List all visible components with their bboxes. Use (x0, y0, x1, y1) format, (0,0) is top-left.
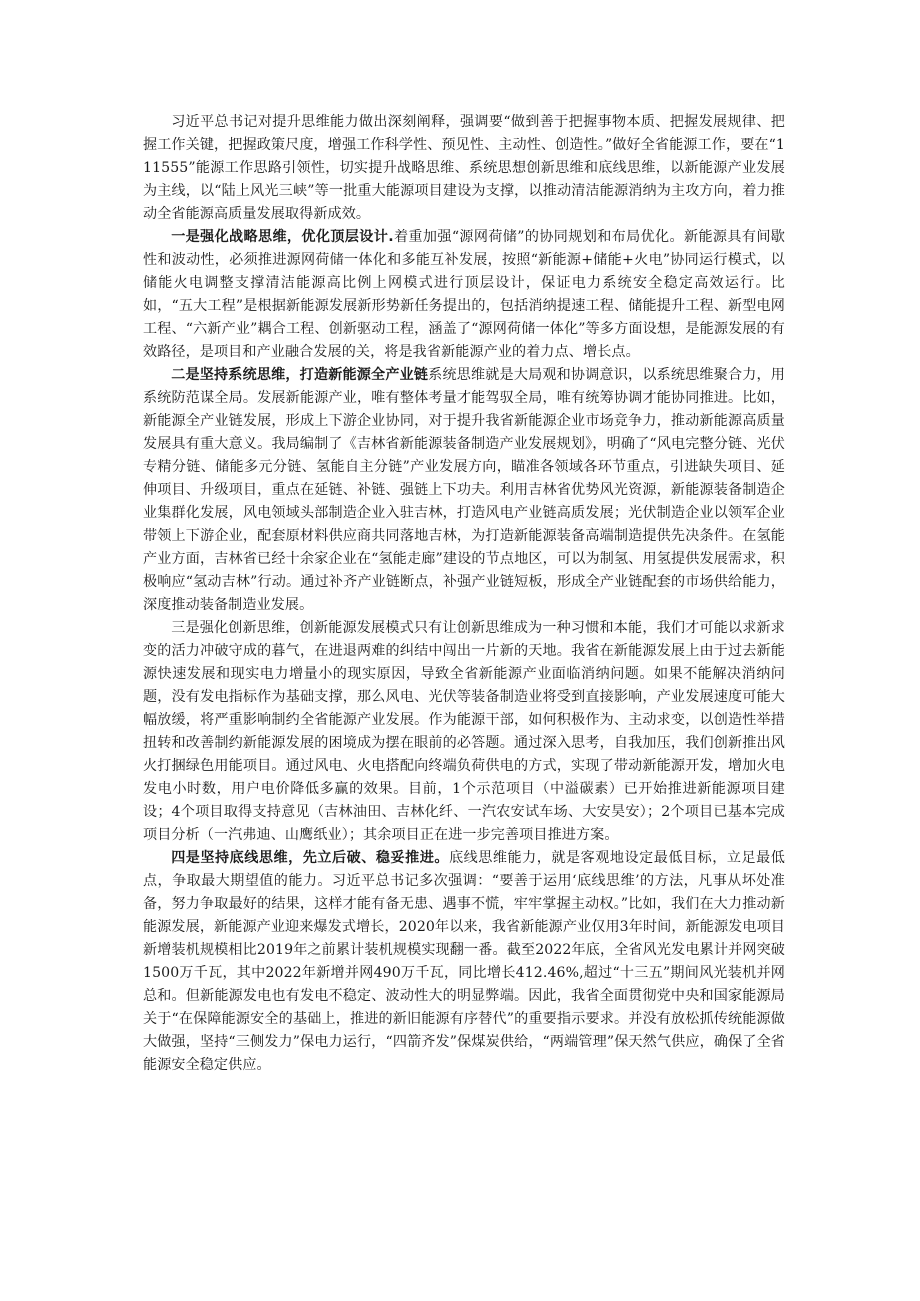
paragraph-lead-heading: 四是坚持底线思维，先立后破、稳妥推进。 (171, 850, 450, 866)
paragraph-innovation-thinking (143, 617, 785, 847)
paragraph-bottom-line-thinking (143, 847, 785, 1077)
paragraph-innovation-thinking-text: 三是强化创新思维，创新能源发展模式只有让创新思维成为一种习惯和本能，我们才可能以求新求变的活力冲破守成的暮气，在进退两难的纠结中闯出一片新的天地。我省在新能源发展上由于过去新能源快速发展和现实电力增量小的现实原因，导致全省新能源产业面临消纳问题。如果不能解决消纳问题，没有发电指标作为基础支撑，那么风电、光伏等装备制造业将受到直接影响，产业发展速度可能大幅放缓，将严重影响制约全省能源产业发展。作为能源干部，如何积极作为、主动求变，以创造性举措扭转和改善制约新能源发展的困境成为摆在眼前的必答题。通过深入思考，自我加压，我们创新推出风火打捆绿色用能项目。通过风电、火电搭配向终端负荷供电的方式，实现了带动新能源开发，增加火电发电小时数，用户电价降低多赢的效果。目前，1个示范项目（中溢碳素）已开始推进新能源项目建设；4个项目取得支持意见（吉林油田、吉林化纤、一汽农安试车场、大安昊安）；2个项目已基本完成项目分析（一汽弗迪、山鹰纸业）；其余项目正在进一步完善项目推进方案。 (143, 620, 785, 843)
paragraph-lead-heading: 一是强化战略思维，优化顶层设计. (171, 229, 394, 245)
paragraph-bottom-line-thinking-text: 底线思维能力，就是客观地设定最低目标，立足最低点，争取最大期望值的能力。习近平总书记多次强调：“要善于运用‘底线思维’的方法，凡事从坏处准备，努力争取最好的结果，这样才能有备无患、遇事不慌，牢牢掌握主动权。”比如，我们在大力推动新能源发展，新能源产业迎来爆发式增长，2020年以来，我省新能源产业仅用3年时间，新能源发电项目新增装机规模相比2019年之前累计装机规模实现翻一番。截至2022年底，全省风光发电累计并网突破1500万千瓦，其中2022年新增并网490万千瓦，同比增长412.46%,超过“十三五”期间风光装机并网总和。但新能源发电也有发电不稳定、波动性大的明显弊端。因此，我省全面贯彻党中央和国家能源局关于“在保障能源安全的基础上，推进的新旧能源有序替代”的重要指示要求。并没有放松抓传统能源做大做强，坚持“三侧发力”保电力运行，“四箭齐发”保煤炭供给，“两端管理”保天然气供应，确保了全省能源安全稳定供应。 (143, 850, 785, 1073)
paragraph-strategic-thinking (143, 226, 785, 364)
paragraph-intro (143, 111, 785, 226)
paragraph-system-thinking-text: 系统思维就是大局观和协调意识，以系统思维聚合力，用系统防范谋全局。发展新能源产业，唯有整体考量才能驾驭全局，唯有统筹协调才能协同推进。比如，新能源全产业链发展，形成上下游企业协同，对于提升我省新能源企业市场竞争力，推动新能源高质量发展具有重大意义。我局编制了《吉林省新能源装备制造产业发展规划》，明确了“风电完整分链、光伏专精分链、储能多元分链、氢能自主分链”产业发展方向，瞄准各领域各环节重点，引进缺失项目、延伸项目、升级项目，重点在延链、补链、强链上下功夫。利用吉林省优势风光资源，新能源装备制造企业集群化发展，风电领域头部制造企业入驻吉林，打造风电产业链高质发展；光伏制造企业以领军企业带领上下游企业，配套原材料供应商共同落地吉林，为打造新能源装备高端制造提供先决条件。在氢能产业方面，吉林省已经十余家企业在“氢能走廊”建设的节点地区，可以为制氢、用氢提供发展需求，积极响应“氢动吉林”行动。通过补齐产业链断点，补强产业链短板，形成全产业链配套的市场供给能力，深度推动装备制造业发展。 (143, 367, 785, 613)
paragraph-intro-text: 习近平总书记对提升思维能力做出深刻阐释，强调要“做到善于把握事物本质、把握发展规律、把握工作关键，把握政策尺度，增强工作科学性、预见性、主动性、创造性。”做好全省能源工作，要在“111555”能源工作思路引领性，切实提升战略思维、系统思想创新思维和底线思维，以新能源产业发展为主线，以“陆上风光三峡”等一批重大能源项目建设为支撑，以推动清洁能源消纳为主攻方向，着力推动全省能源高质量发展取得新成效。 (143, 114, 785, 222)
document-body (143, 111, 785, 1077)
paragraph-strategic-thinking-text: 着重加强“源网荷储”的协同规划和布局优化。新能源具有间歇性和波动性，必须推进源网荷储一体化和多能互补发展，按照“新能源+储能+火电”协同运行模式，以储能火电调整支撑清洁能源高比例上网模式进行顶层设计，保证电力系统安全稳定高效运行。比如，“五大工程”是根据新能源发展新形势新任务提出的，包括消纳提速工程、储能提升工程、新型电网工程、“六新产业”耦合工程、创新驱动工程，涵盖了“源网荷储一体化”等多方面设想，是能源发展的有效路径，是项目和产业融合发展的关，将是我省新能源产业的着力点、增长点。 (143, 229, 785, 360)
paragraph-lead-heading: 二是坚持系统思维，打造新能源全产业链 (171, 367, 429, 383)
paragraph-system-thinking (143, 364, 785, 617)
